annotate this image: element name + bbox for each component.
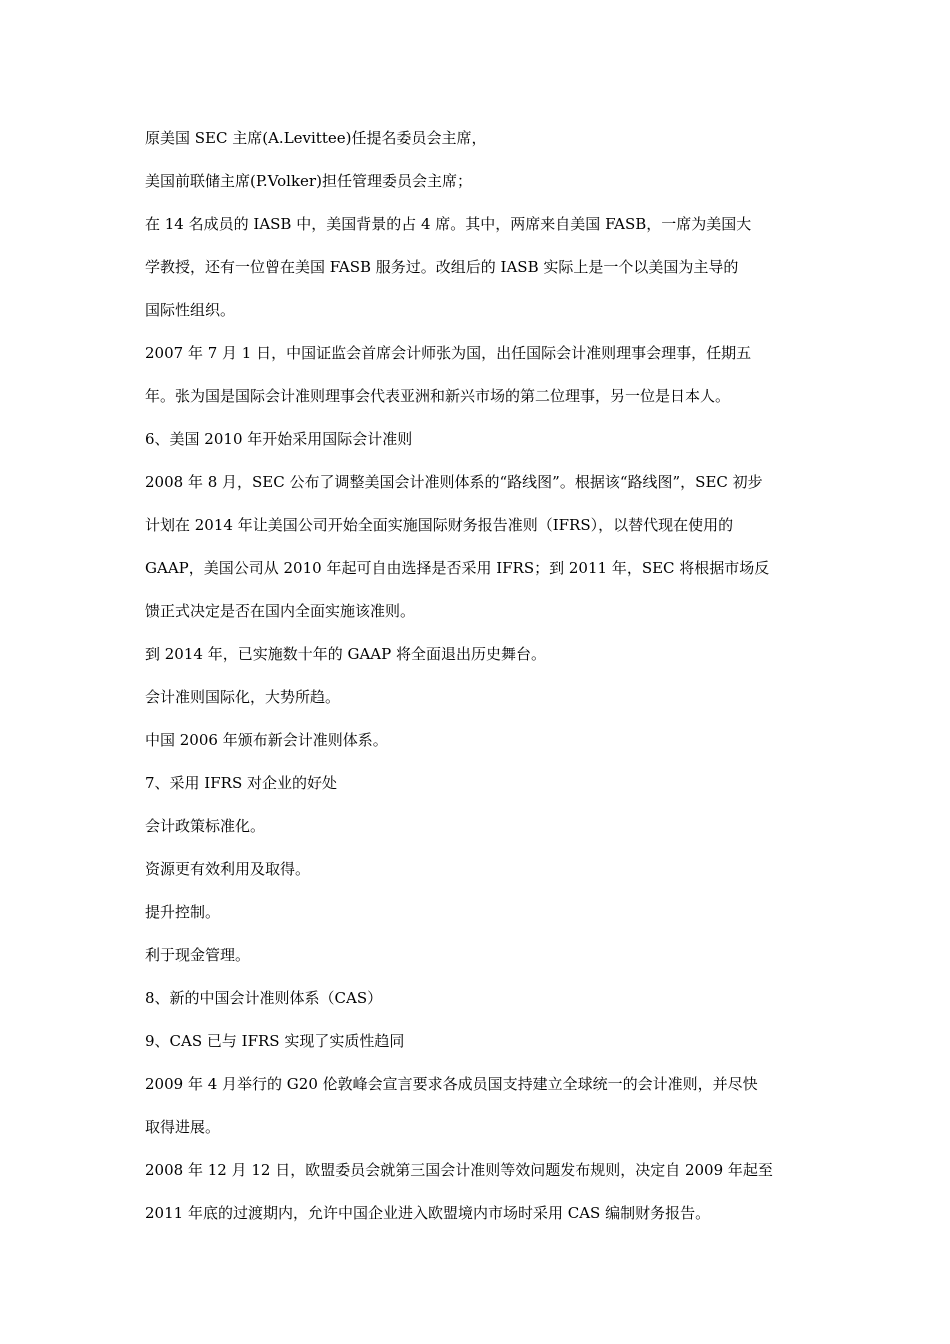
text-line: 中国 2006 年颁布新会计准则体系。	[145, 731, 388, 749]
text-line: 取得进展。	[145, 1118, 221, 1136]
text-line: 馈正式决定是否在国内全面实施该准则。	[145, 602, 416, 620]
text-line: 2011 年底的过渡期内，允许中国企业进入欧盟境内市场时采用 CAS 编制财务报告。	[145, 1204, 711, 1222]
text-line: 计划在 2014 年让美国公司开始全面实施国际财务报告准则（IFRS），以替代现在使用的	[145, 516, 734, 534]
section-heading: 6、美国 2010 年开始采用国际会计准则	[145, 430, 413, 448]
text-line: 国际性组织。	[145, 301, 236, 319]
section-heading: 7、采用 IFRS 对企业的好处	[145, 774, 337, 792]
text-line: GAAP，美国公司从 2010 年起可自由选择是否采用 IFRS；到 2011 年，SEC 将根据市场反	[145, 559, 770, 577]
text-line: 2007 年 7 月 1 日，中国证监会首席会计师张为国，出任国际会计准则理事会理事，任期五	[145, 344, 752, 362]
text-line: 会计准则国际化，大势所趋。	[145, 688, 341, 706]
text-line: 2008 年 12 月 12 日，欧盟委员会就第三国会计准则等效问题发布规则，决定自 2009 年起至	[145, 1161, 773, 1179]
text-line: 2008 年 8 月，SEC 公布了调整美国会计准则体系的“路线图”。根据该“路线图”，SEC 初步	[145, 473, 763, 491]
section-heading: 8、新的中国会计准则体系（CAS）	[145, 989, 383, 1007]
text-line: 原美国 SEC 主席(A.Levittee)任提名委员会主席，	[145, 129, 487, 147]
text-line: 年。张为国是国际会计准则理事会代表亚洲和新兴市场的第二位理事，另一位是日本人。	[145, 387, 731, 405]
text-line: 在 14 名成员的 IASB 中，美国背景的占 4 席。其中，两席来自美国 FASB，一席为美国大	[145, 215, 752, 233]
text-line: 提升控制。	[145, 903, 221, 921]
section-heading: 9、CAS 已与 IFRS 实现了实质性趋同	[145, 1032, 405, 1050]
text-line: 2009 年 4 月举行的 G20 伦敦峰会宣言要求各成员国支持建立全球统一的会计准则，并尽快	[145, 1075, 758, 1093]
text-line: 利于现金管理。	[145, 946, 251, 964]
text-line: 资源更有效利用及取得。	[145, 860, 311, 878]
text-line: 学教授，还有一位曾在美国 FASB 服务过。改组后的 IASB 实际上是一个以美国为主导的	[145, 258, 739, 276]
text-line: 到 2014 年，已实施数十年的 GAAP 将全面退出历史舞台。	[145, 645, 546, 663]
text-line: 美国前联储主席(P.Volker)担任管理委员会主席；	[145, 172, 472, 190]
text-line: 会计政策标准化。	[145, 817, 266, 835]
